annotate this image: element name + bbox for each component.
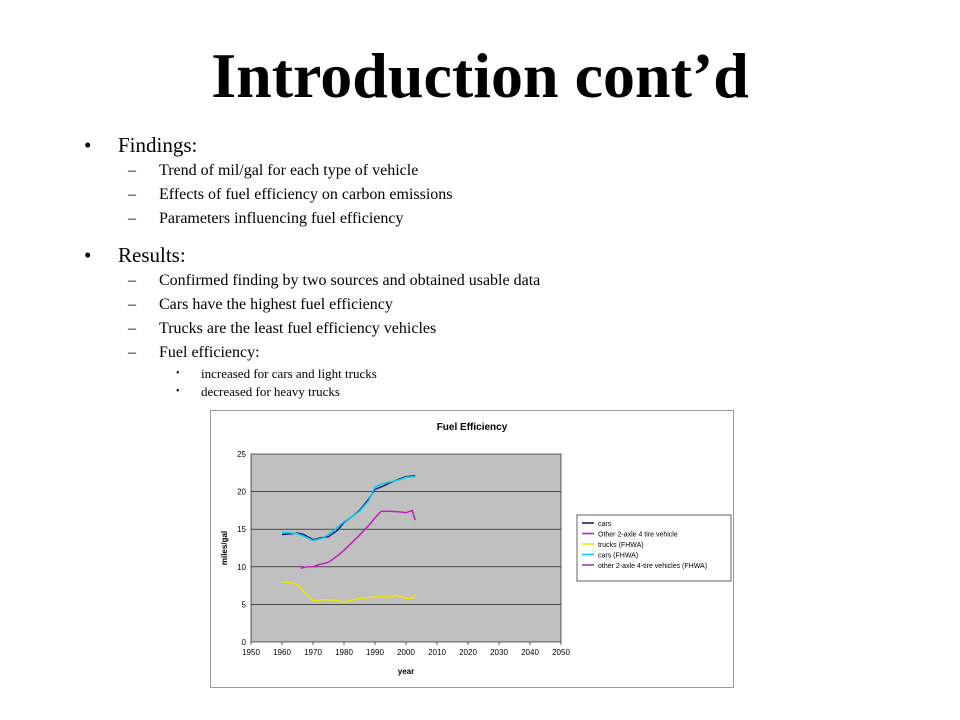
x-tick-label: 1990 — [366, 648, 384, 657]
results-item — [128, 341, 944, 365]
results-item — [128, 293, 944, 317]
findings-item-text: Effects of fuel efficiency on carbon emissions — [159, 186, 453, 203]
y-tick-label: 25 — [237, 450, 246, 459]
y-axis-label: miles/gal — [220, 530, 229, 566]
slide-title: Introduction cont’d — [211, 40, 749, 111]
legend-label: cars — [598, 520, 612, 528]
dash-icon: – — [128, 344, 136, 361]
y-tick-label: 0 — [241, 638, 246, 647]
results-item-text: Confirmed finding by two sources and obtained usable data — [159, 272, 541, 289]
x-tick-label: 2040 — [521, 648, 539, 657]
legend-label: cars (FHWA) — [598, 552, 639, 560]
findings-item — [128, 159, 944, 183]
dash-icon: – — [128, 272, 136, 289]
findings-item — [128, 183, 944, 207]
y-tick-label: 15 — [237, 525, 246, 535]
results-sub-item-text: decreased for heavy trucks — [201, 384, 340, 399]
y-tick-label: 10 — [237, 562, 246, 572]
fuel-efficiency-chart — [210, 410, 734, 688]
bullet-icon: • — [84, 243, 92, 267]
results-sub-item — [176, 365, 944, 383]
findings-item-text: Parameters influencing fuel efficiency — [159, 210, 404, 227]
findings-heading-text: Findings: — [118, 133, 198, 157]
x-tick-label: 1970 — [304, 648, 322, 657]
bullet-list — [84, 131, 944, 401]
results-heading-text: Results: — [118, 243, 186, 267]
x-tick-label: 2000 — [397, 648, 415, 657]
y-tick-label: 20 — [237, 487, 246, 497]
dash-icon: – — [128, 186, 136, 203]
bullet-icon: • — [176, 386, 180, 397]
x-tick-label: 2030 — [490, 648, 508, 657]
results-item-text: Cars have the highest fuel efficiency — [159, 296, 393, 313]
dash-icon: – — [128, 210, 136, 227]
x-tick-label: 1980 — [335, 648, 353, 657]
results-sub-item — [176, 383, 944, 401]
results-sub-item-text: increased for cars and light trucks — [201, 366, 377, 381]
y-tick-label: 5 — [241, 600, 246, 610]
x-tick-label: 2050 — [552, 648, 570, 657]
legend-label: other 2-axle 4-tire vehicles (FHWA) — [598, 562, 708, 570]
x-tick-label: 1960 — [273, 648, 291, 657]
chart-title: Fuel Efficiency — [436, 422, 508, 433]
bullet-icon: • — [176, 368, 180, 379]
results-item — [128, 269, 944, 293]
results-heading — [84, 241, 944, 269]
results-item-text: Trucks are the least fuel efficiency vehicles — [159, 320, 437, 337]
bullet-icon: • — [84, 133, 92, 157]
legend-label: Other 2-axle 4 tire vehicle — [598, 531, 678, 539]
dash-icon: – — [128, 296, 136, 313]
findings-heading — [84, 131, 944, 159]
plot-area — [251, 454, 561, 642]
x-tick-label: 2020 — [459, 648, 477, 657]
x-axis-label: year — [397, 667, 415, 676]
dash-icon: – — [128, 320, 136, 337]
dash-icon: – — [128, 162, 136, 179]
legend-label: trucks (FHWA) — [598, 541, 644, 549]
results-item-text: Fuel efficiency: — [159, 344, 260, 361]
x-tick-label: 2010 — [428, 648, 446, 657]
findings-item-text: Trend of mil/gal for each type of vehicle — [159, 162, 419, 179]
findings-item — [128, 207, 944, 231]
x-tick-label: 1950 — [242, 648, 260, 657]
results-item — [128, 317, 944, 341]
